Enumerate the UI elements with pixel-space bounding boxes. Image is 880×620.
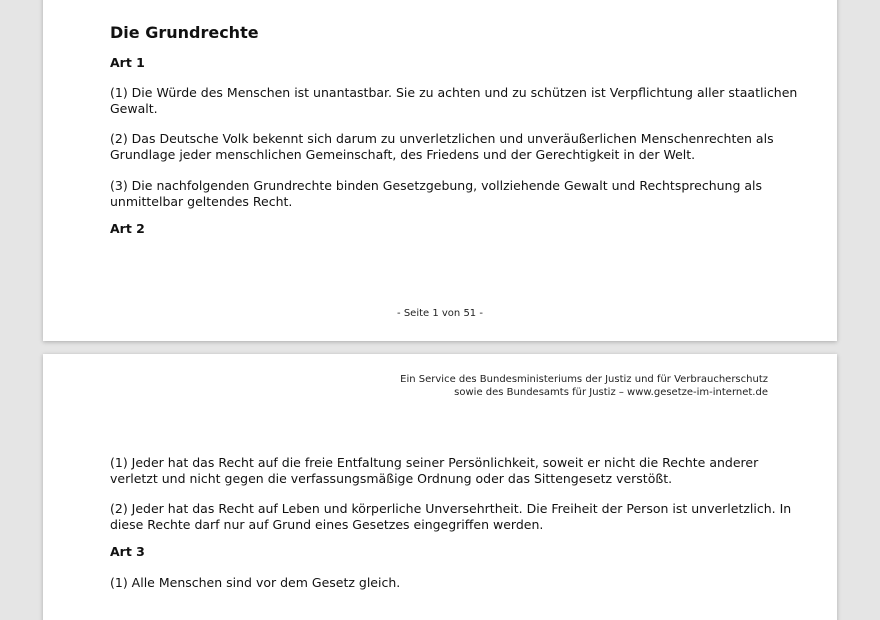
art-1-paragraph-2: (2) Das Deutsche Volk bekennt sich darum zu unverletzlichen und unveräußerlichen Menschenrechten als Grundlage jeder menschlichen Gemeinschaft, des Friedens und der Gerechtigkeit in der Welt. [110,131,774,162]
page-header [400,373,768,399]
art-2-paragraph-1: (1) Jeder hat das Recht auf die freie Entfaltung seiner Persönlichkeit, soweit er nicht die Rechte anderer verletzt und nicht gegen die verfassungsmäßige Ordnung oder das Sittengesetz verstößt. [110,455,759,486]
art-1-paragraph-1: (1) Die Würde des Menschen ist unantastbar. Sie zu achten und zu schützen ist Verpflichtung aller staatlichen Gewalt. [110,85,798,116]
document-page-2 [43,354,837,620]
page-header-line-1: Ein Service des Bundesministeriums der Justiz und für Verbraucherschutz [400,374,768,385]
document-page-1 [43,0,837,341]
section-title: Die Grundrechte [110,23,259,42]
art-1-paragraph-3: (3) Die nachfolgenden Grundrechte binden Gesetzgebung, vollziehende Gewalt und Rechtsprechung als unmittelbar geltendes Recht. [110,178,763,209]
article-heading-art-1: Art 1 [110,55,145,70]
article-heading-art-3: Art 3 [110,544,145,559]
art-3-paragraph-1: (1) Alle Menschen sind vor dem Gesetz gleich. [110,575,401,590]
article-heading-art-2: Art 2 [110,221,145,236]
page-header-line-2: sowie des Bundesamts für Justiz – www.gesetze-im-internet.de [454,387,768,398]
page-footer: - Seite 1 von 51 - [397,308,483,319]
art-2-paragraph-2: (2) Jeder hat das Recht auf Leben und körperliche Unversehrtheit. Die Freiheit der Person ist unverletzlich. In diese Rechte darf nur auf Grund eines Gesetzes eingegriffen werden. [110,501,792,532]
